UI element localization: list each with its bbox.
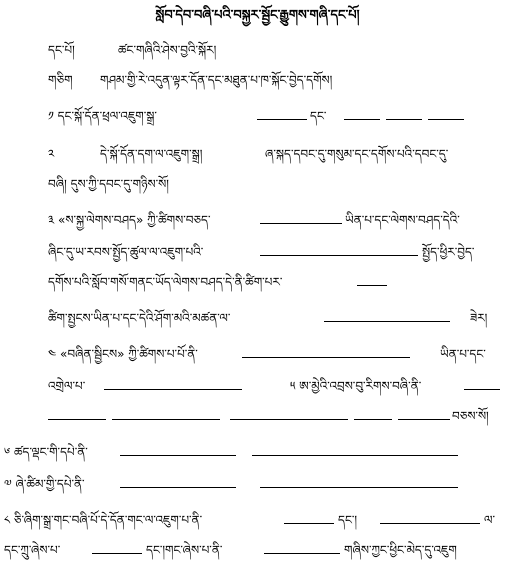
q4-text-b: ཡིན་པ་དང་ (440, 347, 486, 361)
q8-blank-4[interactable] (262, 542, 342, 558)
q8-text-d: དང་ཀྲུ་ཞེས་པ་ (4, 543, 61, 557)
q3-text-b: ཡིན་པ་དང་ལེགས་བཤད་དེའི་ (345, 213, 460, 227)
q6-blank-2[interactable] (250, 444, 460, 460)
q1-blank-4[interactable] (426, 108, 466, 124)
q8-text-a: ༨ ཅི་ཞིག་སྒྲ་གང་བཞི་པོ་དེ་དོན་གང་ལ་འཇུག་པ་ནི་ (4, 513, 203, 527)
q8-text-c: ལ་ (484, 513, 495, 527)
q6-text: ༦ ཚད་ལྡང་གི་དཔེ་ནི་ (4, 445, 88, 459)
q3-text-g: ཟེར། (470, 311, 488, 325)
q5-end: བཅས་སོ། (452, 409, 489, 423)
q3-text-d: སྤྱོད་ཕྱིར་བྱེད་ (422, 245, 475, 259)
q5-blank-5[interactable] (352, 408, 394, 424)
q8-text-e: དང་།གང་ཞེས་པ་ནི་ (146, 543, 223, 557)
q5-blank-6[interactable] (396, 408, 452, 424)
q2-text-b: ཞ་སྐད་དབང་དུ་གསུམ་དང་དགོས་པའི་དབང་དུ་ (265, 147, 449, 161)
q8-blank-3[interactable] (90, 542, 144, 558)
q2-text-c: བཞི། དུས་ཀྱི་དབང་དུ་གཉིས་སོ། (48, 177, 169, 191)
q4-text-a: ༤ «བཞིན་སྦྱིངས» ཀྱི་ཚིགས་པ་པོ་ནི་ (48, 347, 198, 361)
q3-blank-1[interactable] (258, 212, 344, 228)
q1-blank-2[interactable] (342, 108, 382, 124)
q8-blank-2[interactable] (378, 512, 482, 528)
q8-blank-1[interactable] (282, 512, 336, 528)
q7-text: ༧ ཞེ་ཚིམ་གྱི་དཔེ་ནི་ (4, 477, 85, 491)
q7-blank-2[interactable] (258, 476, 460, 492)
q4-blank-1[interactable] (240, 346, 412, 362)
q2-text-a: དེ་སྐོ་དོན་དག་ལ་འཇུག་སྒྲ། (100, 147, 203, 161)
section-title: ཚང་གཞིའི་ཤེས་བྱའི་སྐོར། (118, 43, 217, 57)
q1-sep: དང་ (310, 109, 327, 123)
q8-text-f: གཞིས་ཀྱང་ཕྱིང་མེད་དུ་འཇུག (344, 543, 457, 557)
q1-blank-3[interactable] (384, 108, 424, 124)
instruction-text: གཤམ་གྱི་རེ་འདུན་ལྟར་དོན་དང་མཐུན་པ་ཁ་སྐོང་བྱེད་དགོས། (100, 73, 333, 87)
q5-blank-4[interactable] (228, 408, 350, 424)
q4-blank-2[interactable] (102, 378, 244, 394)
q3-blank-3[interactable] (355, 274, 389, 290)
part-number: གཅིག (48, 73, 73, 87)
q7-blank-1[interactable] (118, 476, 238, 492)
q3-blank-4[interactable] (322, 310, 452, 326)
q5-blank-1[interactable] (462, 378, 502, 394)
worksheet-title: སློབ་དེབ་བཞི་པའི་བསྐྱར་སྦྱོང་རྒྱུགས་གཞི་དང་པོ། (155, 8, 360, 23)
q5-text: ༥ ཨ་མྱེའི་འབྲས་བུ་རིགས་བཞི་ནི་ (290, 379, 422, 393)
q3-text-a: ༣ «ས་སྐྱ་ལེགས་བཤད» ཀྱི་ཚིགས་བཅད་ (48, 213, 211, 227)
q1-blank-1[interactable] (255, 108, 309, 124)
section-number: དང་པོ། (48, 43, 75, 57)
q3-text-c: ཞིང་དུ་ཡ་རབས་སྤྱོད་ཚུལ་ལ་འཇུག་པའི་ (48, 245, 204, 259)
q6-blank-1[interactable] (118, 444, 238, 460)
q3-text-f: ཚིག་སྤྱངས་ཡིན་པ་དང་དེའི་ཤོག་མའི་མཚན་ལ་ (48, 311, 231, 325)
q3-text-e: དགོས་པའི་སློབ་གསོ་གནང་ཡོད་ལེགས་བཤད་དེ་ནི་ཚིག་པར་ (48, 275, 283, 289)
q1-text: ༡ དང་སྐོ་དོན་ཕྲལ་འཇུག་སྒྲ་ (48, 109, 157, 123)
q8-text-b: དང་། (338, 513, 358, 527)
q4-text-c: འགྲེལ་པ་ (48, 379, 86, 393)
q3-blank-2[interactable] (258, 244, 420, 260)
q5-blank-3[interactable] (110, 408, 222, 424)
q5-blank-2[interactable] (46, 408, 108, 424)
q2-number: ༢ (48, 147, 55, 161)
